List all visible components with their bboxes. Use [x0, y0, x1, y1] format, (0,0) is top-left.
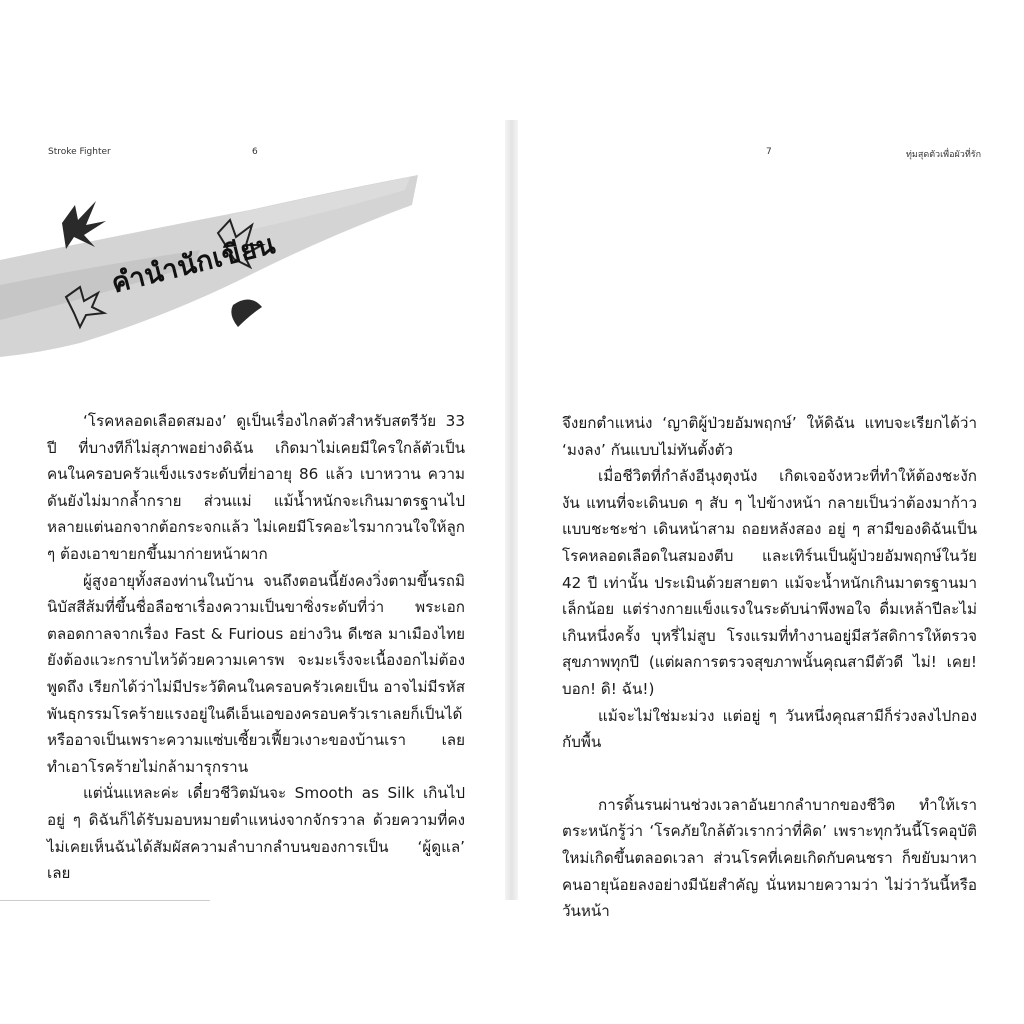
right-body-text [562, 410, 977, 925]
right-paragraph-3: แม้จะไม่ใช่มะม่วง แต่อยู่ ๆ วันหนึ่งคุณสามีก็ร่วงลงไปกองกับพื้น [562, 706, 977, 752]
right-paragraph-2: เมื่อชีวิตที่กำลังอีนุงตุงนัง เกิดเจอจังหวะที่ทำให้ต้องชะงักงัน แทนที่จะเดินบด ๆ สับ ๆ ไปข้างหน้า กลายเป็นว่าต้องมาก้าวแบบชะชะช่า เดินหน้าสาม ถอยหลังสอง อยู่ ๆ สามีของดิฉันเป็นโรคหลอดเลือดในสมองตีบ และเทิร์นเป็นผู้ป่วยอัมพฤกษ์ในวัย 42 ปี เท่านั้น ประเมินด้วยสายตา แม้จะน้ำหนักเกินมาตรฐานมาเล็กน้อย แต่ร่างกายแข็งแรงในระดับน่าพึงพอใจ ดื่มเหล้าปีละไม่เกินหนึ่งครั้ง บุหรี่ไม่สูบ โรงแรมที่ทำงานอยู่มีสวัสดิการให้ตรวจสุขภาพทุกปี (แต่ผลการตรวจสุขภาพนั้นคุณสามีตัวดี ไม่! เคย! บอก! ดิ! ฉัน!) [562, 467, 977, 698]
right-paragraph-4: การดิ้นรนผ่านช่วงเวลาอันยากลำบากของชีวิต ทำให้เรา ตระหนักรู้ว่า ‘โรคภัยใกล้ตัวเรากว่าที่คิด’ เพราะทุกวันนี้โรคอุบัติใหม่เกิดขึ้นตลอดเวลา ส่วนโรคที่เคยเกิดกับคนชรา ก็ขยับมาหาคนอายุน้อยลงอย่างมีนัยสำคัญ นั่นหมายความว่า ไม่ว่าวันนี้หรือวันหน้า [562, 795, 977, 921]
left-paragraph-3: แต่นั่นแหละค่ะ เดี๋ยวชีวิตมันจะ Smooth as Silk เกินไป อยู่ ๆ ดิฉันก็ได้รับมอบหมายตำแหน่งจากจักรวาล ด้วยความที่คงไม่เคยเห็นฉันได้สัมผัสความลำบากลำบนของการเป็น ‘ผู้ดูแล’ เลย [47, 784, 465, 883]
chapter-title: คำนำนักเขียน [108, 228, 279, 300]
right-paragraph-1: จึงยกตำแหน่ง ‘ญาติผู้ป่วยอัมพฤกษ์’ ให้ดิฉัน แทบจะเรียกได้ว่า ‘มงลง’ กันแบบไม่ทันตั้งตัว [562, 414, 977, 459]
left-paragraph-1: ‘โรคหลอดเลือดสมอง’ ดูเป็นเรื่องไกลตัวสำหรับสตรีวัย 33 ปี ที่บางทีก็ไม่สุภาพอย่างดิฉัน เกิดมาไม่เคยมีใครใกล้ตัวเป็น คนในครอบครัวแข็งแรงระดับที่ย่าอายุ 86 แล้ว เบาหวาน ความดันยังไม่มากล้ำกราย ส่วนแม่ แม้น้ำหนักจะเกินมาตรฐานไปหลายแต่นอกจากต้อกระจกแล้ว ไม่เคยมีโรคอะไรมากวนใจให้ลูก ๆ ต้องเอาขายกขึ้นมาก่ายหน้าผาก [47, 412, 465, 563]
left-paragraph-2: ผู้สูงอายุทั้งสองท่านในบ้าน จนถึงตอนนี้ยังคงวิ่งตามขึ้นรถมินิบัสสีส้มที่ขึ้นชื่อลือชาเรื่องความเป็นขาซิ่งระดับที่ว่า พระเอกตลอดกาลจากเรื่อง Fast & Furious อย่างวิน ดีเซล มาเมืองไทย ยังต้องแวะกราบไหว้ด้วยความเคารพ จะมะเร็งจะเนื้องอกไม่ต้องพูดถึง เรียกได้ว่าไม่มีประวัติคนในครอบครัวเคยเป็น อาจไม่มีรหัสพันธุกรรมโรคร้ายแรงอยู่ในดีเอ็นเอของครอบครัวเราเลยก็เป็นได้ หรืออาจเป็นเพราะความแซ่บเซี้ยวเฟี้ยวเงาะของบ้านเรา เลยทำเอาโรคร้ายไม่กล้ามารุกราน [47, 571, 465, 776]
left-running-header: Stroke Fighter [48, 147, 111, 157]
right-running-header: ทุ่มสุดตัวเพื่อผัวที่รัก [906, 150, 982, 160]
right-page-number: 7 [766, 147, 772, 157]
left-bottom-edge-line [0, 900, 210, 901]
left-body-text [47, 408, 465, 887]
paragraph-gap [562, 756, 977, 792]
left-page-number: 6 [252, 147, 258, 157]
book-gutter [505, 120, 518, 900]
